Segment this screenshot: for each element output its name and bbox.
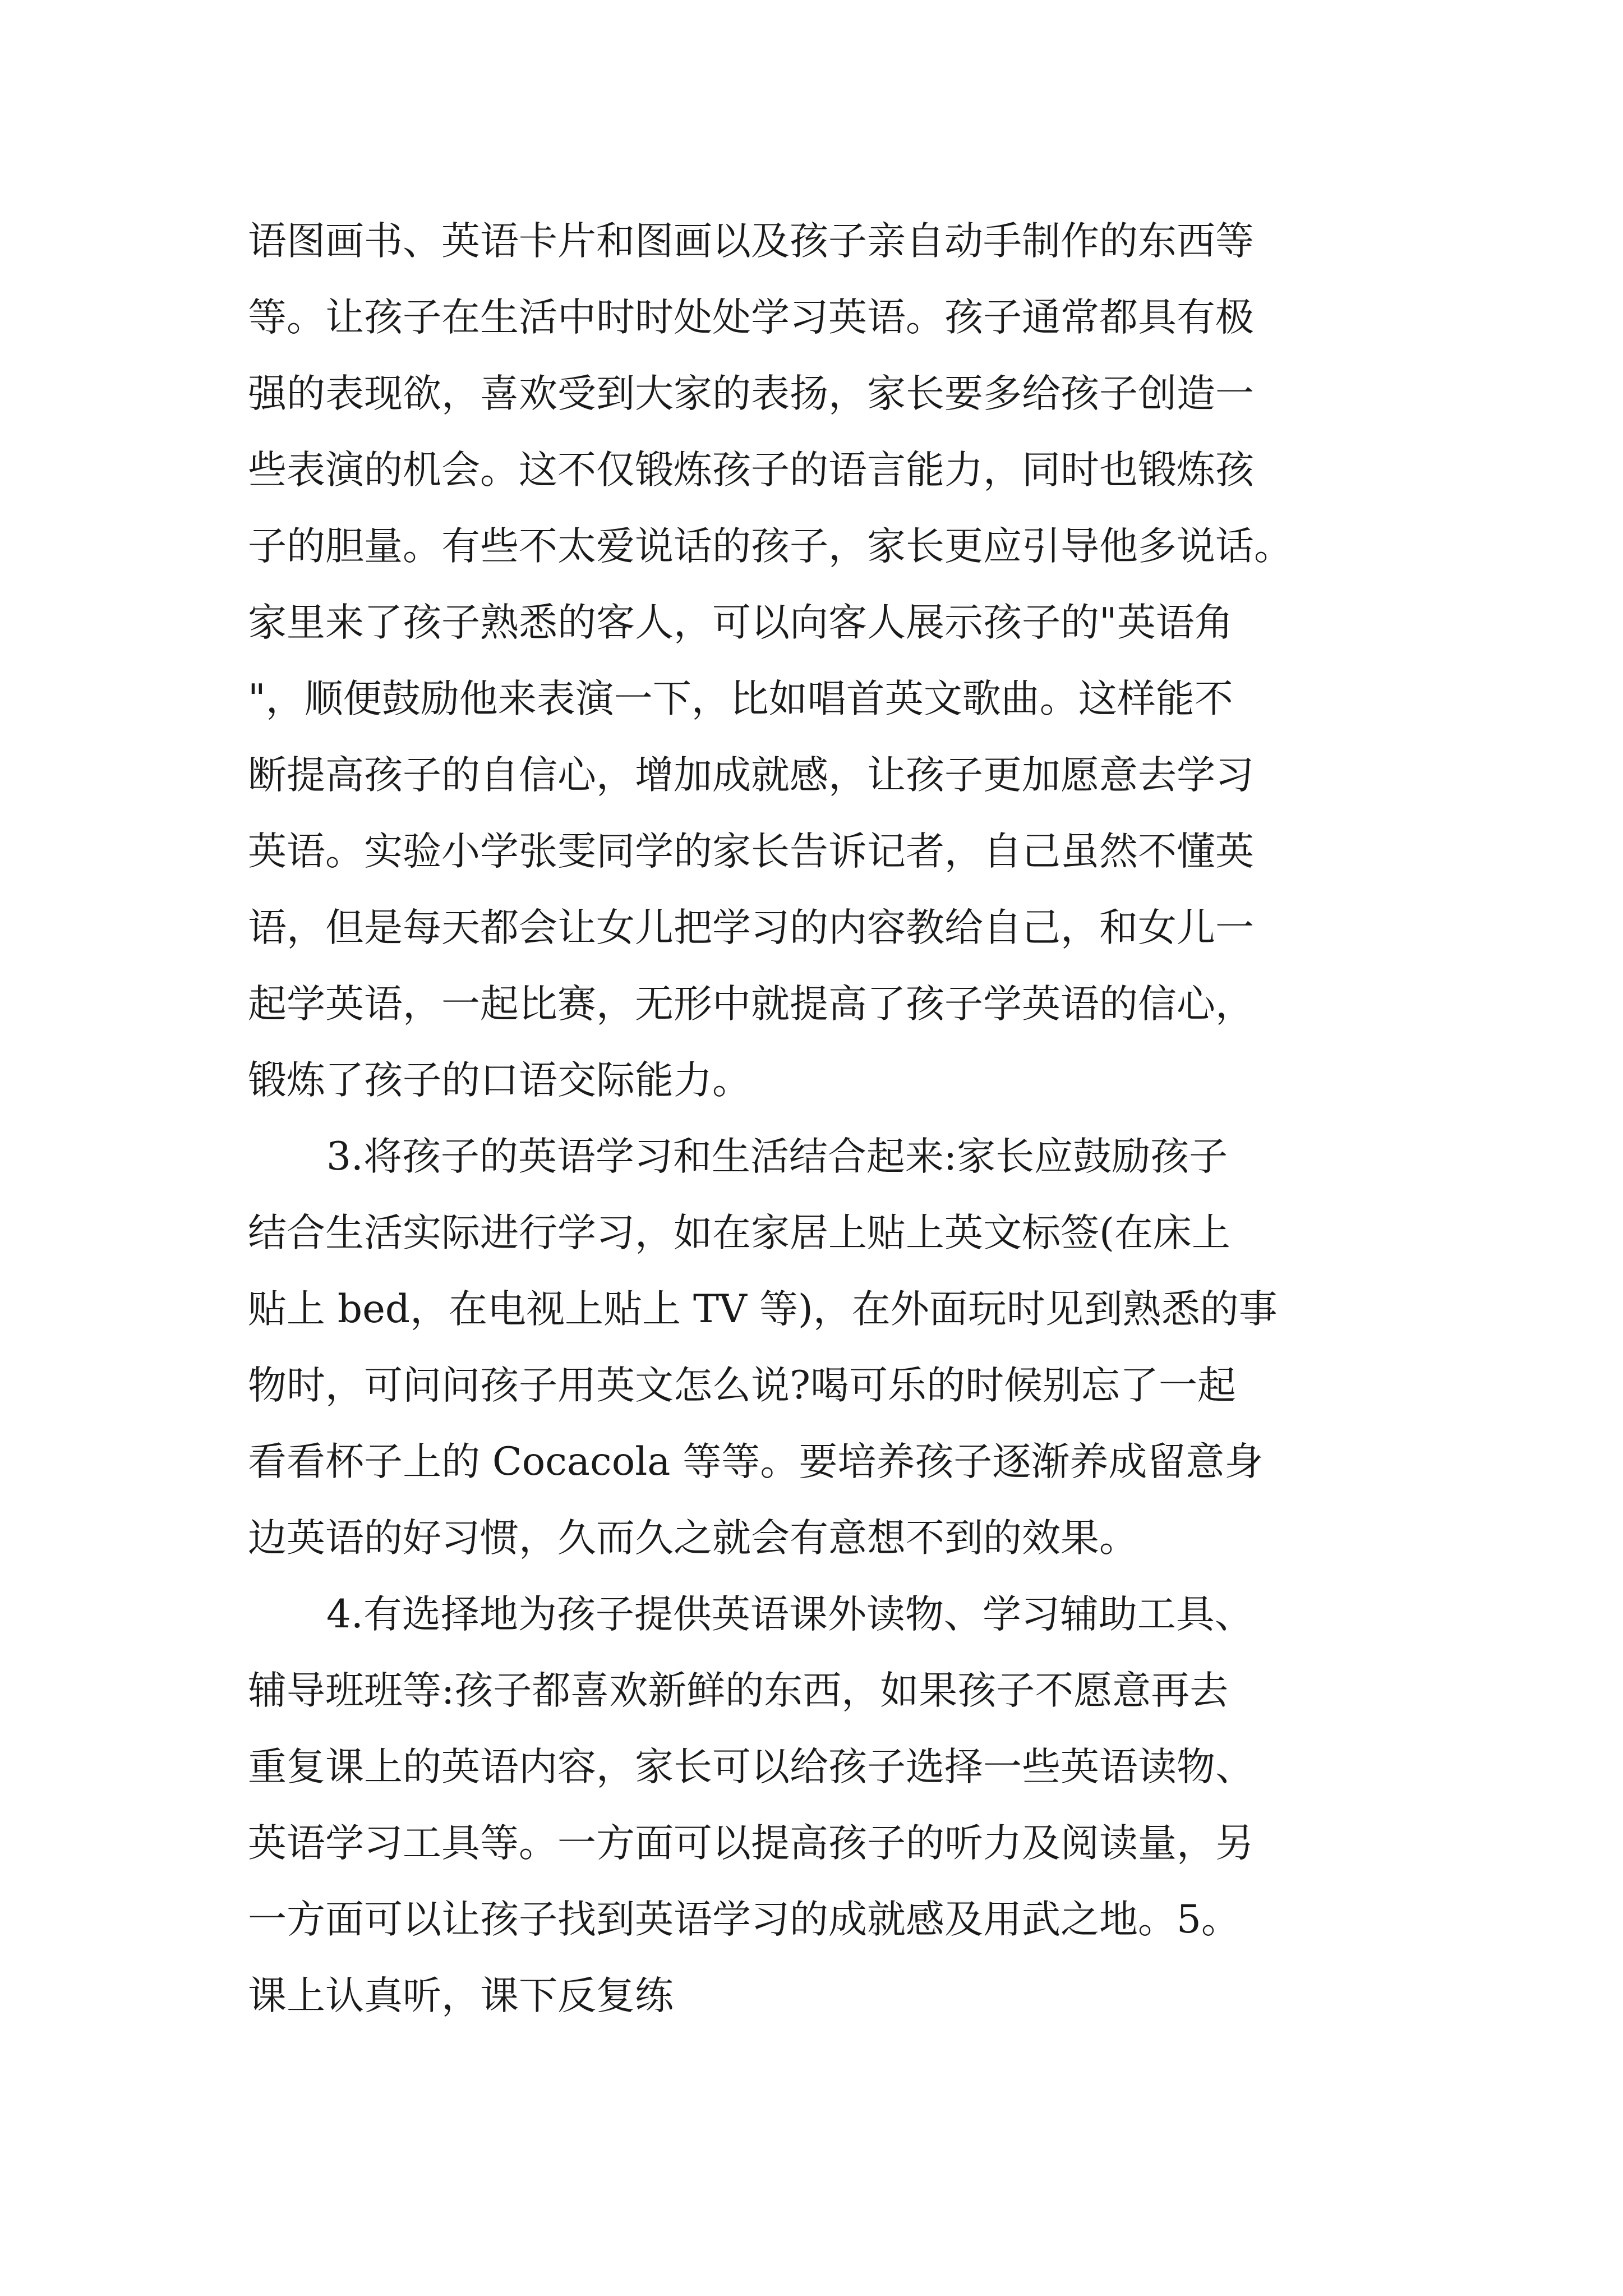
text-line: 物时，可问问孩子用英文怎么说?喝可乐的时候别忘了一起 (248, 1363, 1236, 1408)
text-line: 边英语的好习惯，久而久之就会有意想不到的效果。 (248, 1516, 1138, 1561)
text-line: 强的表现欲，喜欢受到大家的表扬，家长要多给孩子创造一 (248, 371, 1254, 416)
text-line: 英语学习工具等。一方面可以提高孩子的听力及阅读量，另 (248, 1821, 1254, 1866)
text-line: 语，但是每天都会让女儿把学习的内容教给自己，和女儿一 (248, 905, 1254, 950)
text-line: 锻炼了孩子的口语交际能力。 (248, 1058, 751, 1103)
text-line: 子的胆量。有些不太爱说话的孩子，家长更应引导他多说话。 (248, 524, 1293, 569)
text-line: 起学英语，一起比赛，无形中就提高了孩子学英语的信心， (248, 982, 1254, 1027)
text-line: 语图画书、英语卡片和图画以及孩子亲自动手制作的东西等 (248, 219, 1254, 264)
text-line: 重复课上的英语内容，家长可以给孩子选择一些英语读物、 (248, 1745, 1254, 1789)
paragraph-4-first-line: 4.有选择地为孩子提供英语课外读物、学习辅助工具、 (326, 1592, 1253, 1637)
text-line: 结合生活实际进行学习，如在家居上贴上英文标签(在床上 (248, 1211, 1230, 1255)
text-line: 断提高孩子的自信心，增加成就感，让孩子更加愿意去学习 (248, 753, 1254, 798)
text-line: 些表演的机会。这不仅锻炼孩子的语言能力，同时也锻炼孩 (248, 448, 1254, 493)
text-line: 课上认真听，课下反复练 (248, 1973, 674, 2018)
document-body (248, 203, 1386, 2034)
text-line: 等。让孩子在生活中时时处处学习英语。孩子通常都具有极 (248, 295, 1254, 340)
text-line: 看看杯子上的 Cocacola 等等。要培养孩子逐渐养成留意身 (248, 1439, 1264, 1484)
text-line: 贴上 bed，在电视上贴上 TV 等)，在外面玩时见到熟悉的事 (248, 1287, 1278, 1332)
paragraph-3-first-line: 3.将孩子的英语学习和生活结合起来:家长应鼓励孩子 (326, 1134, 1228, 1179)
text-line: 英语。实验小学张雯同学的家长告诉记者，自己虽然不懂英 (248, 829, 1254, 874)
text-line: "，顺便鼓励他来表演一下，比如唱首英文歌曲。这样能不 (248, 677, 1233, 721)
text-line: 一方面可以让孩子找到英语学习的成就感及用武之地。5。 (248, 1897, 1240, 1942)
text-line: 辅导班班等:孩子都喜欢新鲜的东西，如果孩子不愿意再去 (248, 1668, 1229, 1713)
text-line: 家里来了孩子熟悉的客人，可以向客人展示孩子的"英语角 (248, 600, 1233, 645)
